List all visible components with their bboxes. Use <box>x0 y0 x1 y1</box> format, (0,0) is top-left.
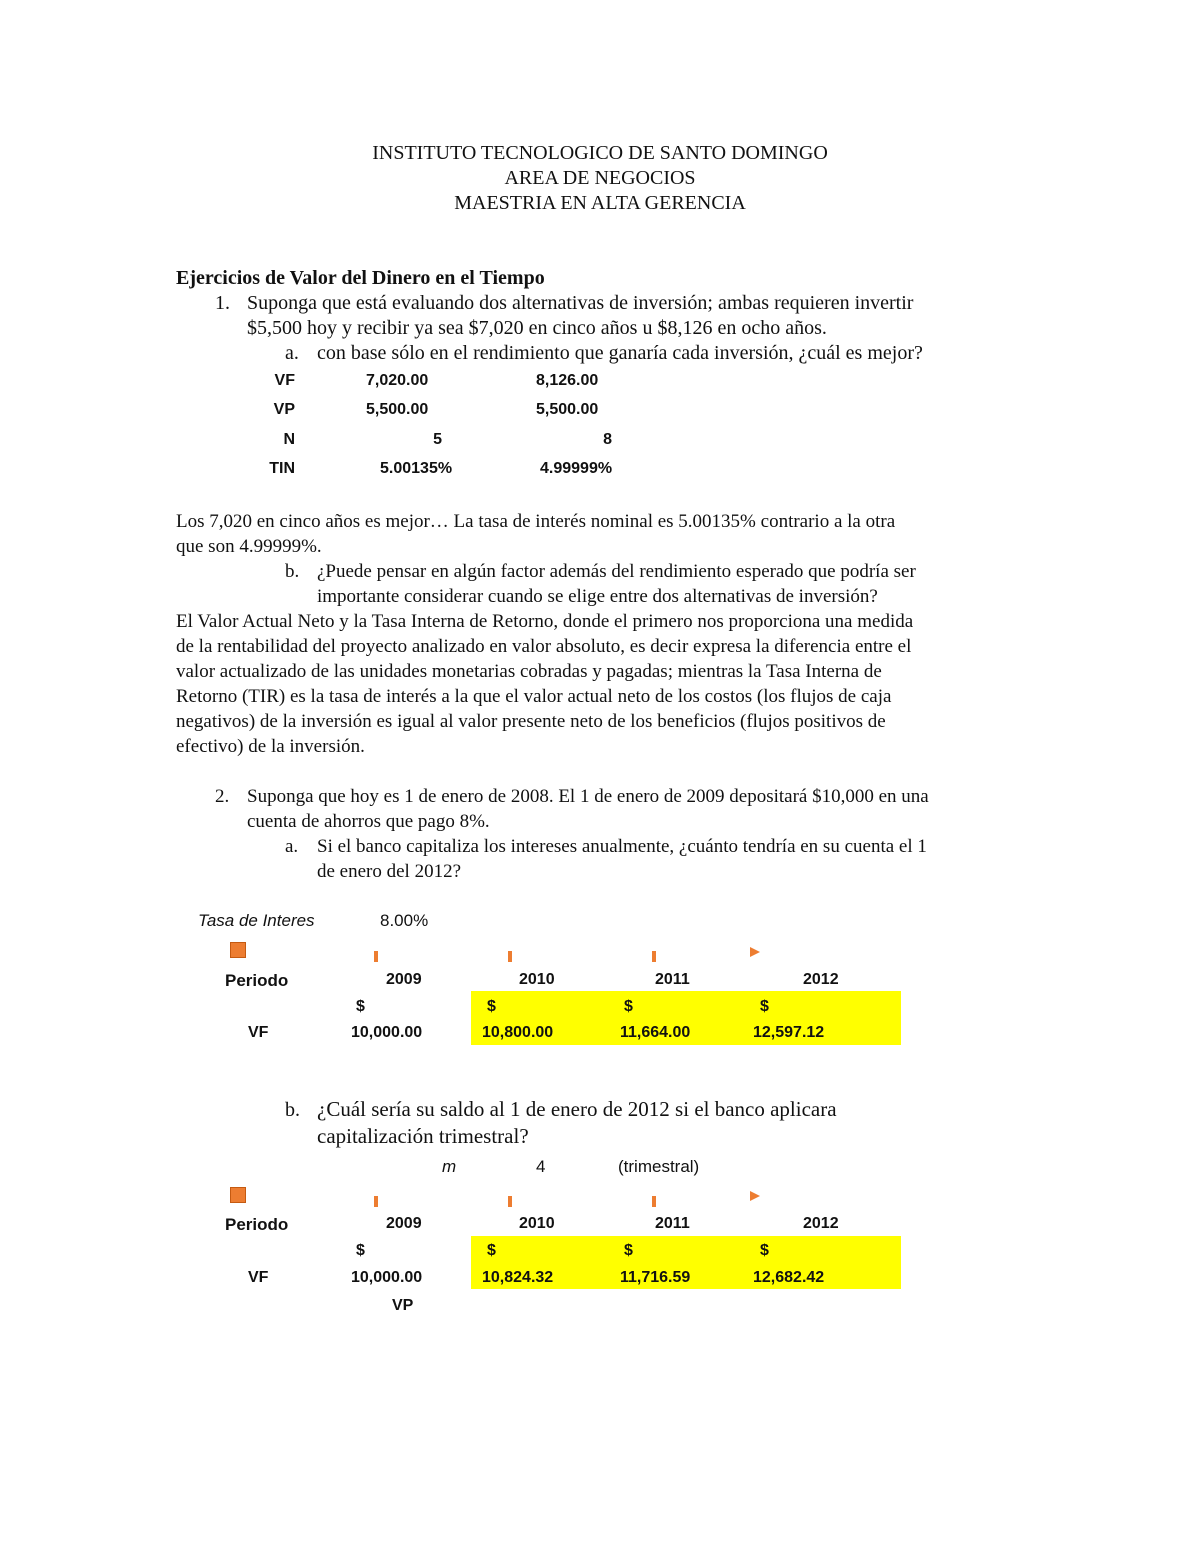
q1-text-line1: Suponga que está evaluando dos alternativas de inversión; ambas requieren invertir <box>247 292 914 314</box>
year-label: 2011 <box>655 971 690 988</box>
header-area: AREA DE NEGOCIOS <box>504 167 696 189</box>
q2-text-line1: Suponga que hoy es 1 de enero de 2008. El 1 de enero de 2009 depositará $10,000 en una <box>247 786 929 807</box>
q1b-answer-line: Retorno (TIR) es la tasa de interés a la que el valor actual neto de los costos (los flujos de caja <box>176 686 892 707</box>
currency-symbol: $ <box>487 998 496 1015</box>
currency-symbol: $ <box>356 1242 365 1259</box>
m-value: 4 <box>536 1157 546 1176</box>
vf-value: 10,824.32 <box>482 1269 554 1286</box>
m-label: m <box>442 1157 457 1176</box>
q1a-text: con base sólo en el rendimiento que ganaría cada inversión, ¿cuál es mejor? <box>317 342 923 364</box>
square-marker-icon <box>230 942 246 958</box>
periodo-label: Periodo <box>225 1215 289 1234</box>
currency-symbol: $ <box>356 998 365 1015</box>
q1-row-label: TIN <box>269 460 295 477</box>
square-marker-icon <box>230 1187 246 1203</box>
tick-marker-icon <box>374 951 378 962</box>
q1b-answer-line: El Valor Actual Neto y la Tasa Interna de Retorno, donde el primero nos proporciona una medida <box>176 611 914 632</box>
currency-symbol: $ <box>760 998 769 1015</box>
q2-text-line2: cuenta de ahorros que pago 8%. <box>247 811 490 832</box>
tick-marker-icon <box>374 1196 378 1207</box>
q2a-text-line1: Si el banco capitaliza los intereses anualmente, ¿cuánto tendría en su cuenta el 1 <box>317 836 927 857</box>
year-label: 2012 <box>803 1215 839 1232</box>
q1-cell: 7,020.00 <box>366 372 429 389</box>
q1-answer-line2: que son 4.99999%. <box>176 536 322 557</box>
currency-symbol: $ <box>760 1242 769 1259</box>
tick-marker-icon <box>508 951 512 962</box>
year-label: 2009 <box>386 971 422 988</box>
q2b-text-line2: capitalización trimestral? <box>317 1124 529 1148</box>
rate-label: Tasa de Interes <box>198 911 315 930</box>
q1-cell: 5 <box>433 431 442 448</box>
vf-label: VF <box>248 1024 269 1041</box>
year-label: 2011 <box>655 1215 690 1232</box>
vf-value: 10,000.00 <box>351 1269 423 1286</box>
header-institution: INSTITUTO TECNOLOGICO DE SANTO DOMINGO <box>372 142 828 164</box>
vf-value: 10,800.00 <box>482 1024 554 1041</box>
vf-value: 11,664.00 <box>620 1024 691 1041</box>
vp-label: VP <box>392 1297 414 1314</box>
q1-text-line2: $5,500 hoy y recibir ya sea $7,020 en cinco años u $8,126 en ocho años. <box>247 317 827 339</box>
year-label: 2010 <box>519 1215 555 1232</box>
m-note: (trimestral) <box>618 1157 700 1176</box>
year-label: 2009 <box>386 1215 422 1232</box>
q1-cell: 5,500.00 <box>536 401 599 418</box>
q1-cell: 8,126.00 <box>536 372 599 389</box>
tick-marker-icon <box>652 951 656 962</box>
q1-cell: 4.99999% <box>540 460 613 477</box>
vf-value: 12,682.42 <box>753 1269 825 1286</box>
periodo-label: Periodo <box>225 971 289 990</box>
tick-marker-icon <box>652 1196 656 1207</box>
q1b-answer-line: de la rentabilidad del proyecto analizado en valor absoluto, es decir expresa la diferencia entre el <box>176 636 912 657</box>
q1a-label: a. <box>285 342 299 364</box>
arrow-right-icon <box>750 1191 760 1201</box>
q1-cell: 8 <box>603 431 612 448</box>
vf-value: 10,000.00 <box>351 1024 423 1041</box>
q1b-text-line2: importante considerar cuando se elige entre dos alternativas de inversión? <box>317 586 878 607</box>
q1b-answer-line: efectivo) de la inversión. <box>176 736 365 757</box>
vf-label: VF <box>248 1269 269 1286</box>
currency-symbol: $ <box>487 1242 496 1259</box>
q1-number: 1. <box>215 292 230 314</box>
q1-cell: 5,500.00 <box>366 401 429 418</box>
q1b-answer-line: valor actualizado de las unidades monetarias cobradas y pagadas; mientras la Tasa Interna de <box>176 661 882 682</box>
section-title: Ejercicios de Valor del Dinero en el Tiempo <box>176 267 545 289</box>
q1b-text-line1: ¿Puede pensar en algún factor además del rendimiento esperado que podría ser <box>317 561 916 582</box>
vf-value: 12,597.12 <box>753 1024 825 1041</box>
rate-value: 8.00% <box>380 911 429 930</box>
q2b-text-line1: ¿Cuál sería su saldo al 1 de enero de 2012 si el banco aplicara <box>317 1097 837 1121</box>
q1b-answer-line: negativos) de la inversión es igual al valor presente neto de los beneficios (flujos positivos de <box>176 711 886 732</box>
q1-answer-line1: Los 7,020 en cinco años es mejor… La tasa de interés nominal es 5.00135% contrario a la otra <box>176 511 896 532</box>
q1b-label: b. <box>285 561 300 582</box>
q2-number: 2. <box>215 786 230 807</box>
currency-symbol: $ <box>624 998 633 1015</box>
header-program: MAESTRIA EN ALTA GERENCIA <box>454 192 746 214</box>
q1-row-label: N <box>283 431 295 448</box>
year-label: 2012 <box>803 971 839 988</box>
q2a-label: a. <box>285 836 299 857</box>
q1-cell: 5.00135% <box>380 460 453 477</box>
arrow-right-icon <box>750 947 760 957</box>
tick-marker-icon <box>508 1196 512 1207</box>
year-label: 2010 <box>519 971 555 988</box>
q1-row-label: VP <box>273 401 295 418</box>
q2a-text-line2: de enero del 2012? <box>317 861 462 882</box>
q2b-label: b. <box>285 1099 300 1121</box>
vf-value: 11,716.59 <box>620 1269 691 1286</box>
currency-symbol: $ <box>624 1242 633 1259</box>
q1-row-label: VF <box>274 372 295 389</box>
